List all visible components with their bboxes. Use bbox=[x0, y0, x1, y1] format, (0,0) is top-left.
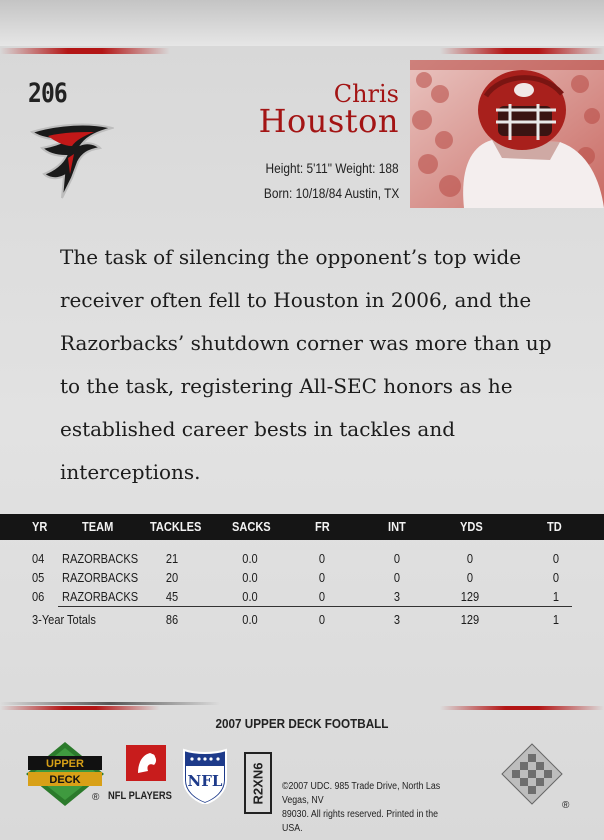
total-int: 3 bbox=[393, 612, 401, 627]
cell-yr: 04 bbox=[32, 551, 45, 566]
cell-yds: 0 bbox=[466, 570, 474, 585]
nfl-shield-icon bbox=[180, 744, 230, 804]
cell-td: 1 bbox=[552, 589, 560, 604]
header-sacks: SACKS bbox=[232, 519, 271, 534]
hologram-icon bbox=[500, 742, 564, 806]
header-tackles: TACKLES bbox=[150, 519, 202, 534]
header-team: TEAM bbox=[82, 519, 114, 534]
footer-red-stripe-right bbox=[440, 706, 604, 710]
header-yds: YDS bbox=[460, 519, 483, 534]
cell-int: 0 bbox=[393, 570, 401, 585]
footer-divider-left bbox=[0, 702, 220, 705]
cell-yr: 05 bbox=[32, 570, 45, 585]
cell-team: RAZORBACKS bbox=[62, 570, 139, 585]
cell-sacks: 0.0 bbox=[242, 570, 258, 585]
cell-tackles: 21 bbox=[165, 551, 179, 566]
table-row bbox=[0, 588, 604, 606]
top-red-stripe bbox=[0, 48, 170, 54]
header-yr: YR bbox=[32, 519, 48, 534]
total-yds: 129 bbox=[460, 612, 480, 627]
footer-red-stripe-left bbox=[0, 706, 160, 710]
total-fr: 0 bbox=[318, 612, 326, 627]
cell-yds: 129 bbox=[460, 589, 480, 604]
cell-td: 0 bbox=[552, 551, 560, 566]
cell-fr: 0 bbox=[318, 570, 326, 585]
player-bio: The task of silencing the opponent’s top wide receiver often fell to Houston in 2006, and the Razorbacks’ shutdown corner was more than up to the task, registering All-SEC honors as he established career bests in tackles and interceptions. bbox=[60, 245, 552, 484]
cell-yds: 0 bbox=[466, 551, 474, 566]
registered-mark-holo: ® bbox=[562, 800, 570, 811]
stats-header-row bbox=[0, 514, 604, 540]
player-birth-info: Born: 10/18/84 Austin, TX bbox=[263, 185, 399, 201]
totals-row bbox=[0, 611, 604, 629]
copyright-line-2: 89030. All rights reserved. Printed in the USA. bbox=[282, 809, 439, 834]
cell-int: 0 bbox=[393, 551, 401, 566]
falcons-logo-icon bbox=[28, 118, 114, 202]
cell-fr: 0 bbox=[318, 551, 326, 566]
nfl-players-label: NFL PLAYERS bbox=[108, 790, 172, 802]
cell-tackles: 45 bbox=[165, 589, 179, 604]
header-td: TD bbox=[547, 519, 562, 534]
player-last-name: Houston bbox=[258, 102, 399, 140]
stats-table bbox=[0, 514, 604, 627]
player-height-weight: Height: 5'11" Weight: 188 bbox=[265, 160, 399, 176]
cell-team: RAZORBACKS bbox=[62, 589, 139, 604]
top-red-stripe-right bbox=[440, 48, 604, 54]
total-tackles: 86 bbox=[165, 612, 179, 627]
upper-deck-logo-bottom: DECK bbox=[49, 774, 81, 786]
card-code-box bbox=[244, 752, 272, 814]
copyright-line-1: ©2007 UDC. 985 Trade Drive, North Las Vegas, NV bbox=[282, 781, 441, 806]
player-first-name: Chris bbox=[333, 80, 399, 108]
table-row bbox=[0, 569, 604, 587]
cell-yr: 06 bbox=[32, 589, 45, 604]
cell-sacks: 0.0 bbox=[242, 589, 258, 604]
nfl-shield-text: NFL bbox=[187, 772, 223, 790]
totals-label: 3-Year Totals bbox=[32, 612, 96, 627]
stats-divider bbox=[58, 606, 572, 607]
upper-deck-logo-top: UPPER bbox=[46, 758, 84, 770]
copyright-text bbox=[282, 780, 458, 836]
cell-fr: 0 bbox=[318, 589, 326, 604]
card-number: 206 bbox=[28, 78, 67, 109]
cell-team: RAZORBACKS bbox=[62, 551, 139, 566]
total-sacks: 0.0 bbox=[242, 612, 258, 627]
header-int: INT bbox=[388, 519, 406, 534]
card-code: R2XN6 bbox=[250, 762, 266, 804]
registered-mark-ud: ® bbox=[92, 792, 100, 803]
cell-td: 0 bbox=[552, 570, 560, 585]
cell-sacks: 0.0 bbox=[242, 551, 258, 566]
player-photo bbox=[410, 60, 604, 208]
total-td: 1 bbox=[552, 612, 560, 627]
set-title: 2007 UPPER DECK FOOTBALL bbox=[215, 716, 389, 731]
table-row bbox=[0, 550, 604, 568]
top-band bbox=[0, 0, 604, 46]
cell-int: 3 bbox=[393, 589, 401, 604]
cell-tackles: 20 bbox=[165, 570, 179, 585]
header-fr: FR bbox=[315, 519, 330, 534]
